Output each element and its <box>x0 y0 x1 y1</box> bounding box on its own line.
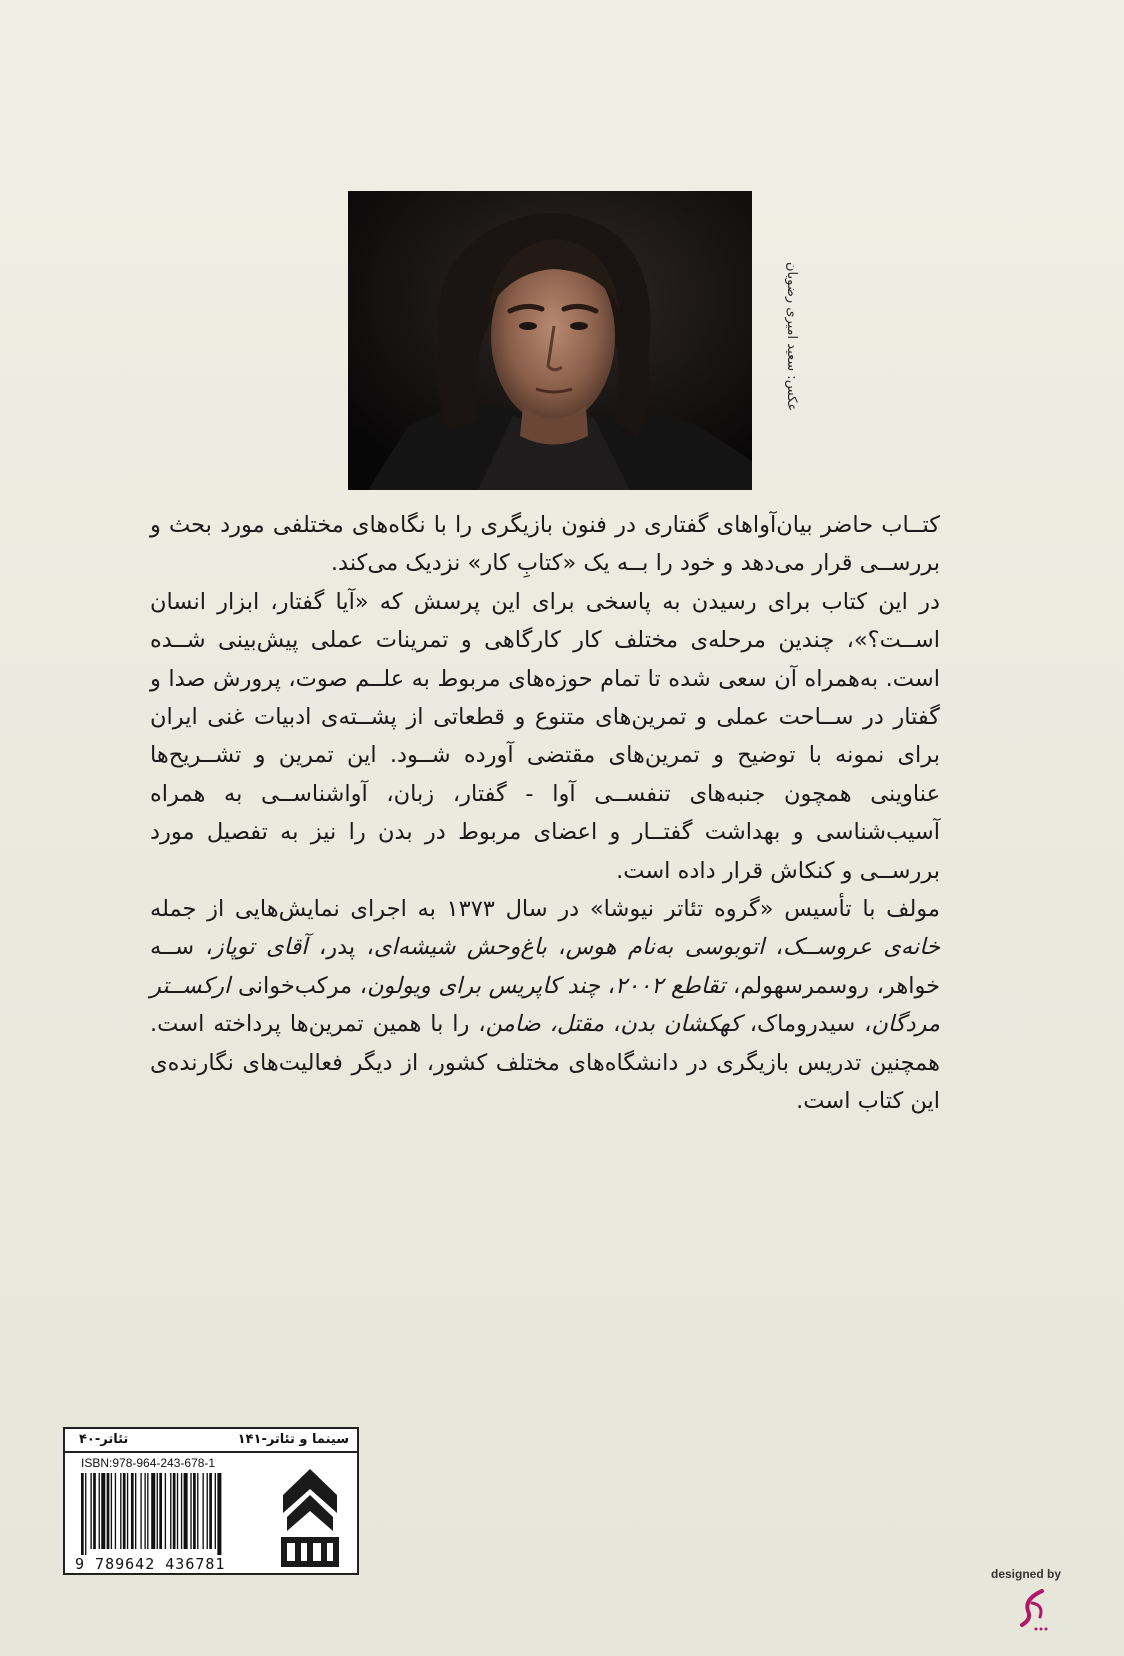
text-run: در این کتاب برای رسیدن به پاسخی برای این پرسش که «آیا گفتار، ابزار انسان اســت؟»، چندین مرحله‌ی مختلف کار کارگاهی و تمرینات عملی پیش‌بینی شــده است. به‌همراه آن سعی شده تا تمام حوزه‌های مربوط به علــم صوت، پرورش صدا و گفتار در ســاحت عملی و تمرین‌های متنوع و قطعاتی از پشــته‌ی ادبیات غنی ایران برای نمونه با توضیح و تمرین‌های مقتضی آورده شــود. این تمرین و تشــریح‌ها عناوینی همچون جنبه‌های تنفســی آوا - گفتار، زبان، آواشناســی به همراه آسیب‌شناسی و بهداشت گفتــار و اعضای مربوط در بدن را نیز به تفصیل مورد بررســی و کنکاش قرار داده است. <box>150 588 940 884</box>
barcode-bar <box>203 1473 204 1549</box>
barcode-bar <box>107 1473 110 1549</box>
barcode-bar <box>173 1473 176 1549</box>
isbn-box <box>63 1427 359 1575</box>
barcode-bar <box>181 1473 182 1549</box>
barcode-bar <box>111 1473 112 1549</box>
work-title: آقای توپاز <box>212 934 308 961</box>
work-title: خانه‌ی عروســک <box>783 934 941 961</box>
text-run: ، <box>600 972 615 999</box>
barcode-bar <box>207 1473 208 1549</box>
barcode-bar <box>209 1473 212 1549</box>
text-run: ، ســه خواهر، روسمرسهولم، <box>150 934 940 999</box>
text-run: ، پدر، <box>307 934 374 961</box>
barcode-bar <box>159 1473 162 1549</box>
text-run: ، <box>764 934 784 961</box>
barcode-number: 9 789642 436781 <box>75 1555 226 1573</box>
text-run: ، را با همین تمرین‌ها پرداخته است. همچنین تدریس بازیگری در دانشگاه‌های مختلف کشور، از دیگر فعالیت‌های نگارنده‌ی این کتاب است. <box>150 1011 940 1115</box>
barcode-bar <box>157 1473 158 1549</box>
text-run: ، <box>546 934 566 961</box>
designed-by-label: designed by <box>991 1567 1062 1581</box>
work-title: ارکســتر مردگان <box>150 972 940 1038</box>
work-title: باغ‌وحش شیشه‌ای <box>373 934 547 961</box>
text-run: ، <box>604 1011 621 1038</box>
paragraph <box>150 890 940 1120</box>
text-run: کتــاب حاضر بیان‌آواهای گفتاری در فنون بازیگری را با نگاه‌های مختلفی مورد بحث و بررســی قرار می‌دهد و خود را بــه یک «کتابِ کار» نزدیک می‌کند. <box>150 512 940 577</box>
barcode-bar <box>85 1473 86 1555</box>
series-cinema-theatre: سینما و تئاتر-۱۴۱ <box>237 1432 349 1447</box>
barcode-bar <box>193 1473 196 1549</box>
barcode-bar <box>93 1473 96 1549</box>
barcode <box>79 1473 265 1555</box>
text-run: مولف با تأسیس «گروه تئاتر نیوشا» در سال ۱۳۷۳ به اجرای نمایش‌هایی از جمله <box>150 896 940 923</box>
text-run: ، مرکب‌خوانی <box>230 972 367 999</box>
barcode-bar <box>165 1473 166 1549</box>
barcode-bar <box>190 1473 191 1549</box>
photo-credit: عکس: سعید امیری رضویان <box>784 261 799 411</box>
barcode-bar <box>123 1473 126 1549</box>
text-run: ، سیدروماک، <box>740 1011 872 1038</box>
designer-signature-icon <box>1012 1585 1052 1635</box>
barcode-bar <box>177 1473 178 1549</box>
barcode-bar <box>99 1473 100 1549</box>
barcode-bar <box>217 1473 221 1555</box>
barcode-bar <box>127 1473 128 1549</box>
barcode-bar <box>140 1473 141 1549</box>
work-title: چند کاپریس برای ویولون <box>366 972 601 999</box>
barcode-bar <box>197 1473 198 1549</box>
barcode-bar <box>170 1473 171 1549</box>
series-bar <box>65 1429 357 1453</box>
barcode-bar <box>151 1473 155 1549</box>
author-photo <box>348 191 752 490</box>
work-title: اتوبوسی به‌نام هوس <box>565 934 765 961</box>
paragraph <box>150 583 940 890</box>
paragraph <box>150 506 940 583</box>
work-title: مقتل، ضامن <box>485 1011 605 1038</box>
barcode-bar <box>115 1473 116 1549</box>
barcode-bar <box>135 1473 136 1549</box>
work-title: کهکشان بدن <box>620 1011 741 1038</box>
publisher-logo-icon <box>277 1465 343 1569</box>
work-title: تقاطع ۲۰۰۲ <box>614 972 726 999</box>
barcode-bar <box>215 1473 216 1549</box>
barcode-bar <box>131 1473 134 1549</box>
barcode-bar <box>120 1473 121 1549</box>
barcode-bar <box>184 1473 188 1549</box>
barcode-bar <box>101 1473 105 1549</box>
barcode-bar <box>90 1473 91 1549</box>
book-description <box>150 506 940 1121</box>
barcode-bar <box>147 1473 148 1549</box>
isbn-text: ISBN:978-964-243-678-1 <box>81 1456 216 1470</box>
barcode-bar <box>144 1473 145 1549</box>
barcode-bar <box>81 1473 84 1555</box>
series-theatre: تئاتر-۴۰ <box>79 1432 129 1447</box>
